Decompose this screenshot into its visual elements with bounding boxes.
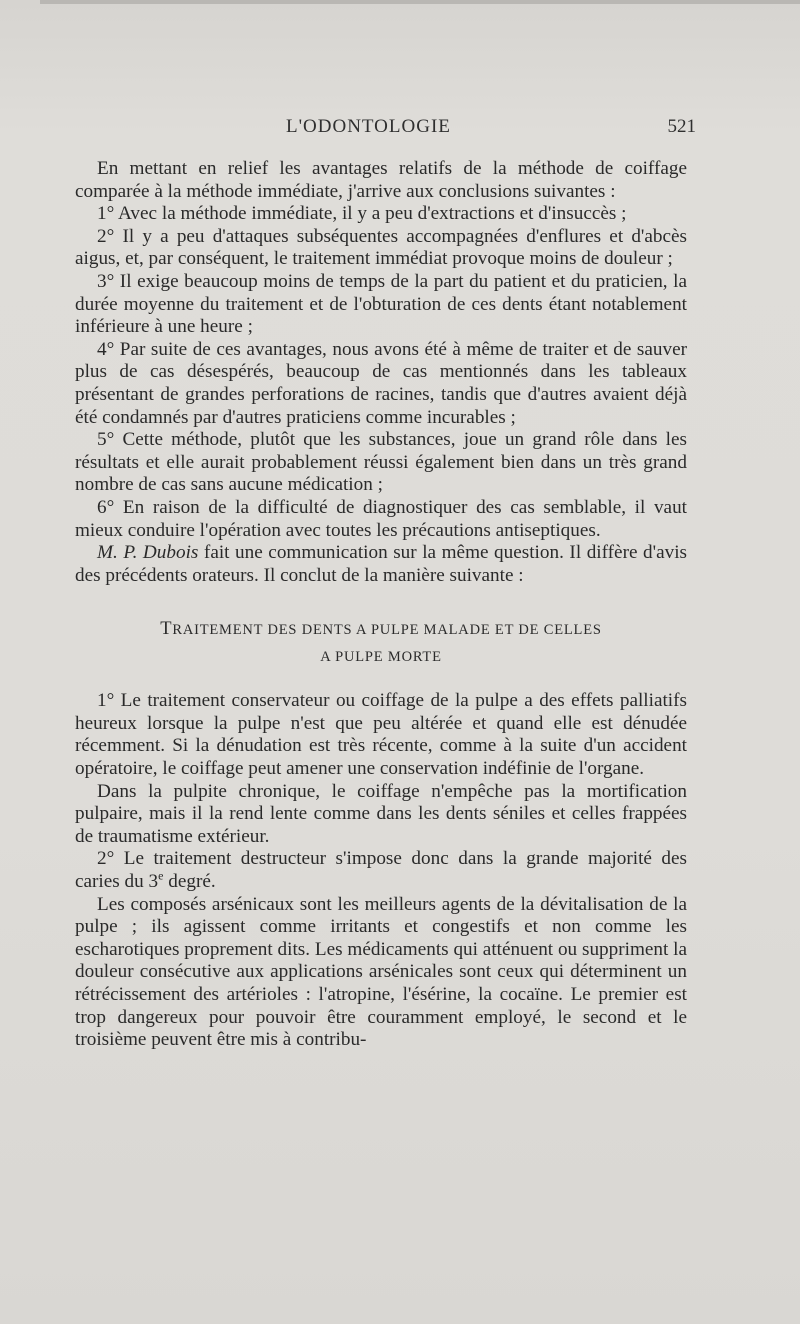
section-heading-text: RAITEMENT DES DENTS A PULPE MALADE ET DE CELLES <box>172 622 602 639</box>
superscript-e: e <box>158 868 164 883</box>
speaker-name: M. P. Dubois <box>97 542 199 564</box>
section-paragraph-1: 1° Le traitement conservateur ou coiffage de la pulpe a des effets palliatifs heureux lorsque la pulpe n'est que peu altérée et quand elle est dénudée récemment. Si la dénudation est très récente, comme à la suite d'un accident opératoire, le coiffage peut amener une conservation indéfinie de l'organe. <box>75 690 687 780</box>
paragraph-dubois <box>75 542 687 587</box>
section-paragraph-3 <box>75 848 687 893</box>
section-spacer <box>75 587 687 595</box>
page-header <box>76 116 696 142</box>
paragraph-conclusion-5: 5° Cette méthode, plutôt que les substances, joue un grand rôle dans les résultats et elle aurait probablement réussi également bien dans un très grand nombre de cas sans aucune médication ; <box>75 429 687 496</box>
page-number: 521 <box>667 116 696 137</box>
section-heading <box>75 615 687 644</box>
page-body <box>75 158 687 1052</box>
paragraph-conclusion-4: 4° Par suite de ces avantages, nous avons été à même de traiter et de sauver plus de cas désespérés, beaucoup de cas mentionnés dans les tableaux présentant de grandes perforations de racines, tandis que d'autres avaient déjà été condamnés par d'autres praticiens comme incurables ; <box>75 338 687 428</box>
page-top-edge <box>40 0 800 4</box>
dubois-text: fait une communication sur la même question. Il diffère d'avis des précédents orateurs. Il conclut de la manière suivante : <box>75 542 687 586</box>
section-paragraph-2: Dans la pulpite chronique, le coiffage n'empêche pas la mortification pulpaire, mais il la rend lente comme dans les dents séniles et celles frappées de traumatisme extérieur. <box>75 780 687 847</box>
section-subheading: A PULPE MORTE <box>320 649 442 666</box>
section-paragraph-3-after: degré. <box>163 871 216 893</box>
section-paragraph-4: Les composés arsénicaux sont les meilleurs agents de la dévitalisation de la pulpe ; ils agissent comme irritants et congestifs et non comme les escharotiques proprement dits. Les médicaments qui atténuent ou suppriment la douleur consécutive aux applications arsénicales sont ceux qui déterminent un rétrécissement des artérioles : l'atropine, l'ésérine, la cocaïne. Le premier est trop dangereux pour pouvoir être couramment employé, le second et le troisième peuvent être mis à contribu- <box>75 893 687 1051</box>
paragraph-conclusion-1: 1° Avec la méthode immédiate, il y a peu d'extractions et d'insuccès ; <box>97 203 627 225</box>
paragraph-conclusion-3: 3° Il exige beaucoup moins de temps de la part du patient et du praticien, la durée moyenne du traitement et de l'obturation de ces dents étant notablement inférieure à une heure ; <box>75 270 687 338</box>
section-heading-initial: T <box>160 619 173 640</box>
section-paragraph-3-before: 2° Le traitement destructeur s'impose donc dans la grande majorité des caries du 3 <box>75 848 687 893</box>
paragraph-conclusion-6: 6° En raison de la difficulté de diagnostiquer des cas semblable, il vaut mieux conduire l'opération avec toutes les précautions antiseptiques. <box>75 496 687 541</box>
paragraph-conclusion-2: 2° Il y a peu d'attaques subséquentes accompagnées d'enflures et d'abcès aigus, et, par conséquent, le traitement immédiat provoque moins de douleur ; <box>75 225 687 270</box>
paragraph-intro: En mettant en relief les avantages relatifs de la méthode de coiffage comparée à la méthode immédiate, j'arrive aux conclusions suivantes : <box>75 158 687 202</box>
running-title: L'ODONTOLOGIE <box>286 116 451 137</box>
